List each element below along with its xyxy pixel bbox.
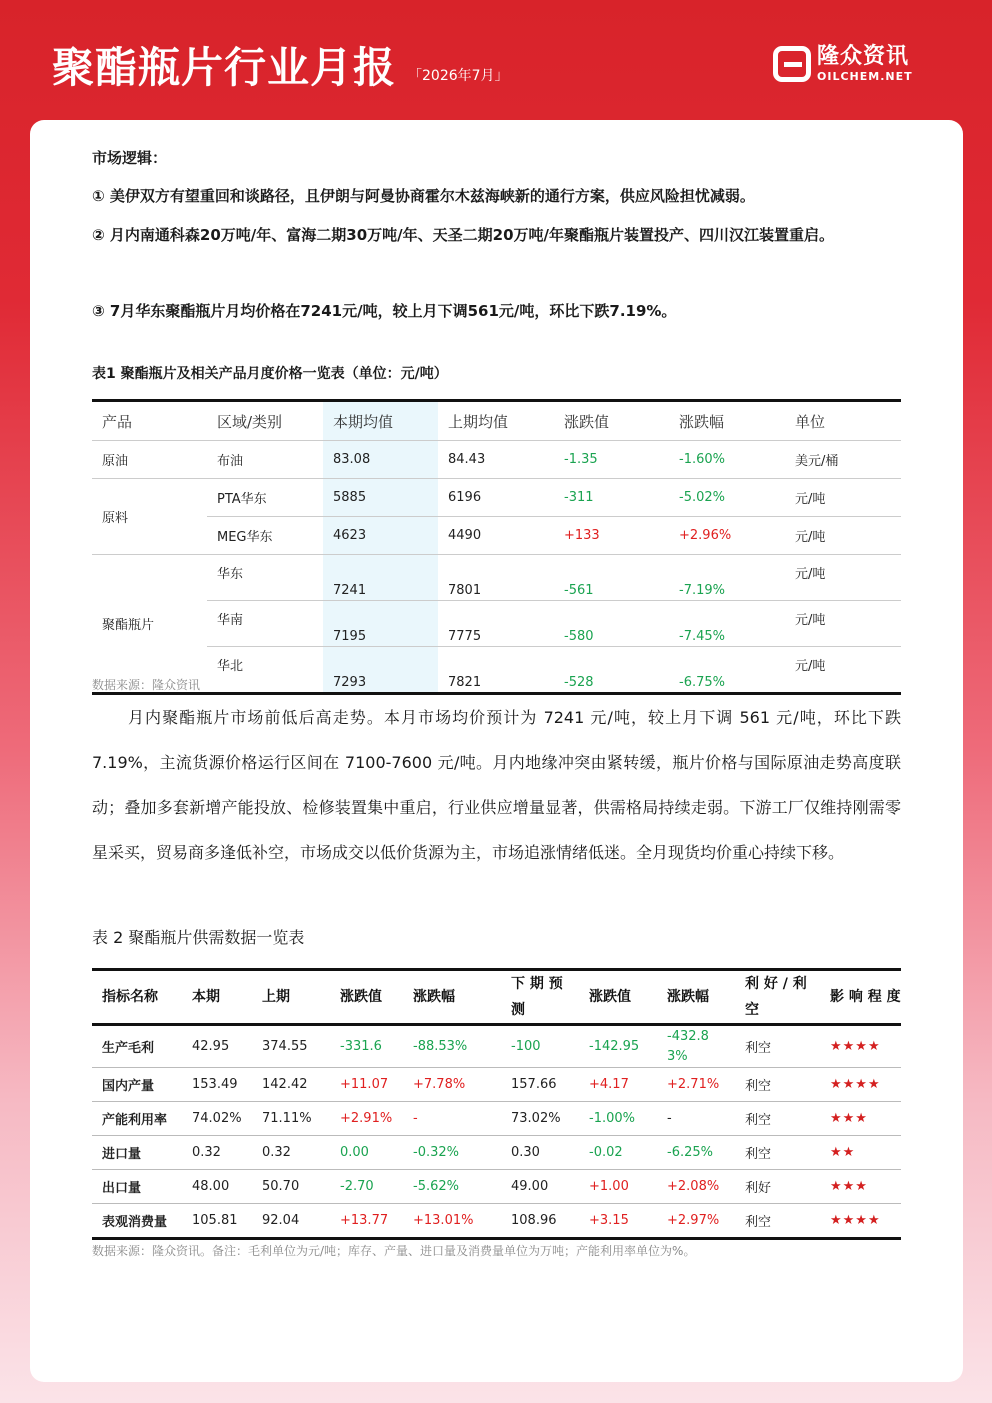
market-logic-title: 市场逻辑： — [92, 149, 168, 167]
cell-unit: 元/吨 — [785, 517, 901, 555]
market-logic-line-3: ③ 7月华东聚酯瓶片月均价格在7241元/吨，较上月下调561元/吨，环比下跌7.19%。 — [92, 302, 677, 320]
cell-forecast: -100 — [501, 1025, 579, 1068]
col-header-effect: 利 好 / 利 空 — [735, 970, 820, 1025]
cell-effect: 利空 — [745, 1215, 772, 1230]
table1-source: 数据来源：隆众资讯 — [92, 678, 201, 692]
cell-current: 4623 — [323, 517, 438, 555]
cell-indicator: 生产毛利 — [92, 1025, 182, 1068]
price-table-header — [92, 401, 901, 441]
cell-unit: 元/吨 — [785, 601, 901, 647]
cell-current: 48.00 — [182, 1170, 252, 1204]
cell-unit: 元/吨 — [795, 659, 826, 674]
cell-current: 105.81 — [192, 1213, 238, 1228]
cell-unit: 元/吨 — [785, 479, 901, 517]
col-header-product: 产品 — [92, 401, 207, 441]
col-header-change-pct: 涨跌幅 — [403, 970, 501, 1025]
cell-change: 0.00 — [330, 1136, 403, 1170]
cell-forecast-change: +3.15 — [589, 1213, 629, 1228]
cell-change: +133 — [554, 517, 669, 555]
logo-cn-text: 隆众资讯 — [817, 44, 910, 69]
cell-current: 83.08 — [323, 441, 438, 479]
table-row — [92, 601, 901, 647]
cell-indicator: 国内产量 — [92, 1068, 182, 1102]
table2-source-note: 数据来源：隆众资讯。备注：毛利单位为元/吨；库存、产量、进口量及消费量单位为万吨；产能利用率单位为%。 — [92, 1244, 696, 1258]
group-crude: 原油 — [92, 441, 207, 479]
col-header-forecast: 下 期 预 测 — [501, 970, 579, 1025]
col-header-change: 涨跌值 — [330, 970, 403, 1025]
table-row — [92, 517, 901, 555]
report-title: 聚酯瓶片行业月报 — [52, 43, 397, 92]
cell-change-pct: - — [403, 1102, 501, 1136]
price-table — [92, 399, 901, 695]
market-logic-line-1: ① 美伊双方有望重回和谈路径，且伊朗与阿曼协商霍尔木兹海峡新的通行方案，供应风险担忧减弱。 — [92, 187, 755, 205]
impact-stars: ★★★★ — [830, 1213, 881, 1228]
report-date: 「2026年7月」 — [408, 68, 509, 84]
cell-previous: 92.04 — [262, 1213, 300, 1228]
cell-forecast-change-pct: +2.97% — [667, 1213, 720, 1228]
cell-current: 74.02% — [182, 1102, 252, 1136]
cell-previous: 6196 — [438, 479, 554, 517]
group-raw: 原料 — [92, 479, 207, 555]
cell-forecast-change-pct: - — [657, 1102, 735, 1136]
cell-change: -528 — [564, 675, 594, 690]
cell-change: -311 — [554, 479, 669, 517]
col-header-forecast-change: 涨跌值 — [579, 970, 657, 1025]
table-row — [92, 1025, 901, 1068]
col-header-region: 区域/类别 — [207, 401, 323, 441]
cell-effect: 利空 — [735, 1102, 820, 1136]
cell-forecast-change-pct: -432.83% — [657, 1025, 735, 1068]
cell-forecast: 0.30 — [501, 1136, 579, 1170]
cell-forecast-change-pct: -6.25% — [657, 1136, 735, 1170]
cell-change-pct: -7.45% — [669, 601, 785, 647]
cell-region: 华北 — [217, 659, 244, 674]
table-row — [92, 647, 901, 694]
cell-change-pct: -1.60% — [669, 441, 785, 479]
cell-forecast: 108.96 — [511, 1213, 557, 1228]
cell-previous: 84.43 — [438, 441, 554, 479]
cell-effect: 利空 — [735, 1136, 820, 1170]
cell-forecast: 73.02% — [501, 1102, 579, 1136]
cell-previous: 374.55 — [252, 1025, 330, 1068]
cell-forecast: 157.66 — [501, 1068, 579, 1102]
table2-caption: 表 2 聚酯瓶片供需数据一览表 — [92, 928, 305, 947]
cell-region: 华东 — [207, 555, 323, 601]
market-logic-line-2: ② 月内南通科森20万吨/年、富海二期30万吨/年、天圣二期20万吨/年聚酯瓶片装置投产、四川汉江装置重启。 — [92, 226, 834, 244]
cell-current: 0.32 — [182, 1136, 252, 1170]
cell-unit: 元/吨 — [785, 555, 901, 601]
cell-indicator: 表观消费量 — [102, 1215, 168, 1230]
impact-stars: ★★★★ — [820, 1025, 901, 1068]
cell-forecast-change: -142.95 — [579, 1025, 657, 1068]
supply-demand-table — [92, 968, 901, 1240]
cell-effect: 利空 — [735, 1025, 820, 1068]
cell-current: 42.95 — [182, 1025, 252, 1068]
cell-effect: 利好 — [735, 1170, 820, 1204]
cell-previous: 7801 — [438, 555, 554, 601]
cell-change-pct: -88.53% — [403, 1025, 501, 1068]
cell-forecast-change-pct: +2.08% — [657, 1170, 735, 1204]
cell-indicator: 出口量 — [92, 1170, 182, 1204]
cell-current: 7241 — [323, 555, 438, 601]
cell-change: -2.70 — [330, 1170, 403, 1204]
report-card — [30, 120, 963, 1382]
cell-change-pct: -5.02% — [669, 479, 785, 517]
cell-current: 153.49 — [182, 1068, 252, 1102]
col-header-current: 本期 — [182, 970, 252, 1025]
col-header-change: 涨跌值 — [554, 401, 669, 441]
table-row — [92, 1102, 901, 1136]
impact-stars: ★★★ — [820, 1170, 901, 1204]
impact-stars: ★★ — [820, 1136, 901, 1170]
cell-change: -561 — [554, 555, 669, 601]
cell-change-pct: -0.32% — [403, 1136, 501, 1170]
cell-region: 布油 — [207, 441, 323, 479]
cell-current: 5885 — [323, 479, 438, 517]
col-header-change-pct: 涨跌幅 — [669, 401, 785, 441]
cell-change-pct: -6.75% — [679, 675, 725, 690]
supply-table-header — [92, 970, 901, 1025]
col-header-previous: 上期 — [252, 970, 330, 1025]
cell-forecast-change: -1.00% — [579, 1102, 657, 1136]
table-row — [92, 1204, 901, 1239]
cell-change-pct: +13.01% — [413, 1213, 474, 1228]
table-row — [92, 441, 901, 479]
logo-en-text: OILCHEM.NET — [817, 70, 913, 83]
cell-forecast-change: +1.00 — [579, 1170, 657, 1204]
cell-change: -1.35 — [554, 441, 669, 479]
col-header-current: 本期均值 — [323, 401, 438, 441]
oilchem-logo — [773, 44, 943, 86]
cell-forecast-change: +4.17 — [579, 1068, 657, 1102]
logo-mark-icon — [773, 46, 811, 82]
table-row — [92, 479, 901, 517]
cell-change: +2.91% — [330, 1102, 403, 1136]
cell-region: PTA华东 — [207, 479, 323, 517]
col-header-impact: 影 响 程 度 — [820, 970, 901, 1025]
report-header — [0, 0, 992, 120]
cell-previous: 0.32 — [252, 1136, 330, 1170]
table-row — [92, 555, 901, 601]
cell-previous: 71.11% — [252, 1102, 330, 1136]
market-summary-paragraph: 月内聚酯瓶片市场前低后高走势。本月市场均价预计为 7241 元/吨，较上月下调 561 元/吨，环比下跌 7.19%，主流货源价格运行区间在 7100-7600 元/吨。月内地缘冲突由紧转缓，瓶片价格与国际原油走势高度联动；叠加多套新增产能投放、检修装置集中重启，行业供应增量显著，供需格局持续走弱。下游工厂仅维持刚需零星采买，贸易商多逢低补空，市场成交以低价货源为主，市场追涨情绪低迷。全月现货均价重心持续下移。 — [92, 708, 901, 862]
cell-previous: 142.42 — [252, 1068, 330, 1102]
group-bottle: 聚酯瓶片 — [92, 555, 207, 694]
cell-effect: 利空 — [735, 1068, 820, 1102]
cell-indicator: 产能利用率 — [92, 1102, 182, 1136]
cell-unit: 美元/桶 — [785, 441, 901, 479]
cell-indicator: 进口量 — [92, 1136, 182, 1170]
table-row — [92, 1068, 901, 1102]
cell-forecast: 49.00 — [501, 1170, 579, 1204]
impact-stars: ★★★★ — [820, 1068, 901, 1102]
cell-change-pct: +7.78% — [403, 1068, 501, 1102]
cell-change-pct: -5.62% — [403, 1170, 501, 1204]
col-header-previous: 上期均值 — [438, 401, 554, 441]
cell-change: +13.77 — [340, 1213, 389, 1228]
col-header-indicator: 指标名称 — [92, 970, 182, 1025]
impact-stars: ★★★ — [820, 1102, 901, 1136]
cell-region: MEG华东 — [207, 517, 323, 555]
col-header-forecast-change-pct: 涨跌幅 — [657, 970, 735, 1025]
table1-caption: 表1 聚酯瓶片及相关产品月度价格一览表（单位：元/吨） — [92, 366, 448, 382]
table-row — [92, 1136, 901, 1170]
cell-change: -580 — [554, 601, 669, 647]
cell-previous: 4490 — [438, 517, 554, 555]
col-header-unit: 单位 — [785, 401, 901, 441]
cell-current: 7293 — [323, 647, 438, 694]
cell-change: -331.6 — [330, 1025, 403, 1068]
cell-change: +11.07 — [330, 1068, 403, 1102]
cell-forecast-change-pct: +2.71% — [657, 1068, 735, 1102]
cell-change-pct: +2.96% — [669, 517, 785, 555]
cell-forecast-change: -0.02 — [579, 1136, 657, 1170]
cell-change-pct: -7.19% — [669, 555, 785, 601]
cell-current: 7195 — [323, 601, 438, 647]
cell-previous: 7775 — [438, 601, 554, 647]
cell-region: 华南 — [207, 601, 323, 647]
table-row — [92, 1170, 901, 1204]
cell-previous: 7821 — [448, 675, 482, 690]
cell-previous: 50.70 — [252, 1170, 330, 1204]
